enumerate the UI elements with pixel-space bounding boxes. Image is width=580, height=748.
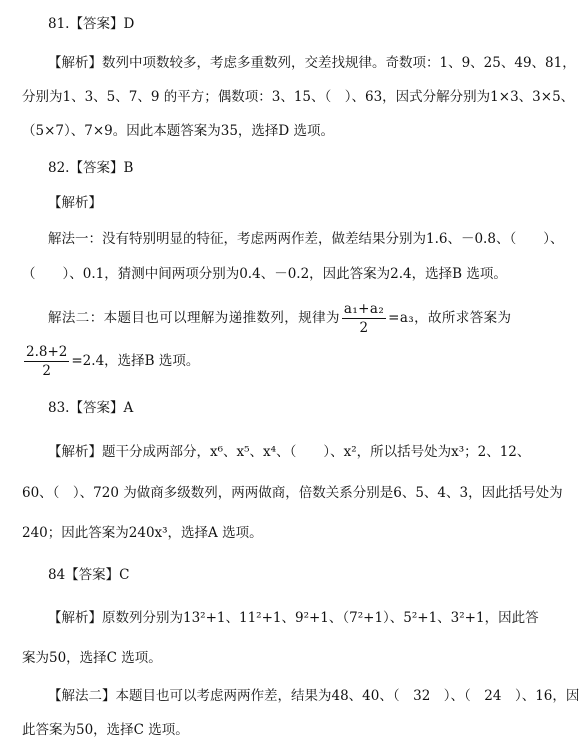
q82-recurrence-fraction: [342, 300, 386, 337]
q82-method2-line1: [48, 300, 511, 337]
q82-method1-line1: 解法一：没有特别明显的特征，考虑两两作差，做差结果分别为1.6、－0.8、（ ）、: [48, 231, 564, 247]
q82-result-text: =2.4，选择B 选项。: [71, 353, 200, 369]
q82-result-fraction: [24, 343, 69, 380]
q82-method2-rule: =a₃，故所求答案为: [388, 310, 512, 326]
fraction-denominator: 2: [359, 320, 369, 336]
q84-method2-line2: 此答案为50，选择C 选项。: [22, 722, 189, 738]
q84-answer-header: 84【答案】C: [48, 567, 130, 583]
q82-explanation-label: 【解析】: [48, 195, 102, 211]
q84-method2-line1: 【解法二】本题目也可以考虑两两作差，结果为48、40、（ 32 ）、（ 24 ）、16，因: [48, 688, 580, 704]
q81-answer-header: 81.【答案】D: [48, 16, 135, 32]
q84-explanation-line2: 案为50，选择C 选项。: [22, 650, 162, 666]
q82-method1-line2: （ ）、0.1，猜测中间两项分别为0.4、－0.2，因此答案为2.4，选择B 选项。: [22, 266, 507, 282]
q82-method2-line2: [22, 343, 199, 380]
q82-method2-intro: 解法二：本题目也可以理解为递推数列，规律为: [48, 310, 340, 326]
fraction-denominator: 2: [42, 363, 51, 379]
q82-answer-header: 82.【答案】B: [48, 160, 134, 176]
q84-explanation-line1: 【解析】原数列分别为13²+1、11²+1、9²+1、（7²+1）、5²+1、3²+1，因此答: [48, 610, 539, 626]
q81-explanation-line1: 【解析】数列中项数较多，考虑多重数列，交差找规律。奇数项：1、9、25、49、81，: [48, 55, 576, 71]
fraction-numerator: 2.8+2: [26, 344, 68, 360]
q83-explanation-line3: 240；因此答案为240x³，选择A 选项。: [22, 525, 263, 541]
q83-answer-header: 83.【答案】A: [48, 400, 134, 416]
q83-explanation-line1: 【解析】题干分成两部分，x⁶、x⁵、x⁴、（ ）、x²，所以括号处为x³；2、12、: [48, 444, 531, 460]
q83-explanation-line2: 60、（ ）、720 为做商多级数列，两两做商，倍数关系分别是6、5、4、3，因此括号处为: [22, 485, 563, 501]
q81-explanation-line3: （5×7）、7×9。因此本题答案为35，选择D 选项。: [22, 123, 335, 139]
fraction-numerator: a₁+a₂: [343, 301, 385, 317]
q81-explanation-line2: 分别为1、3、5、7、9 的平方；偶数项：3、15、（ ）、63，因式分解分别为1×3、3×5、: [22, 89, 575, 105]
